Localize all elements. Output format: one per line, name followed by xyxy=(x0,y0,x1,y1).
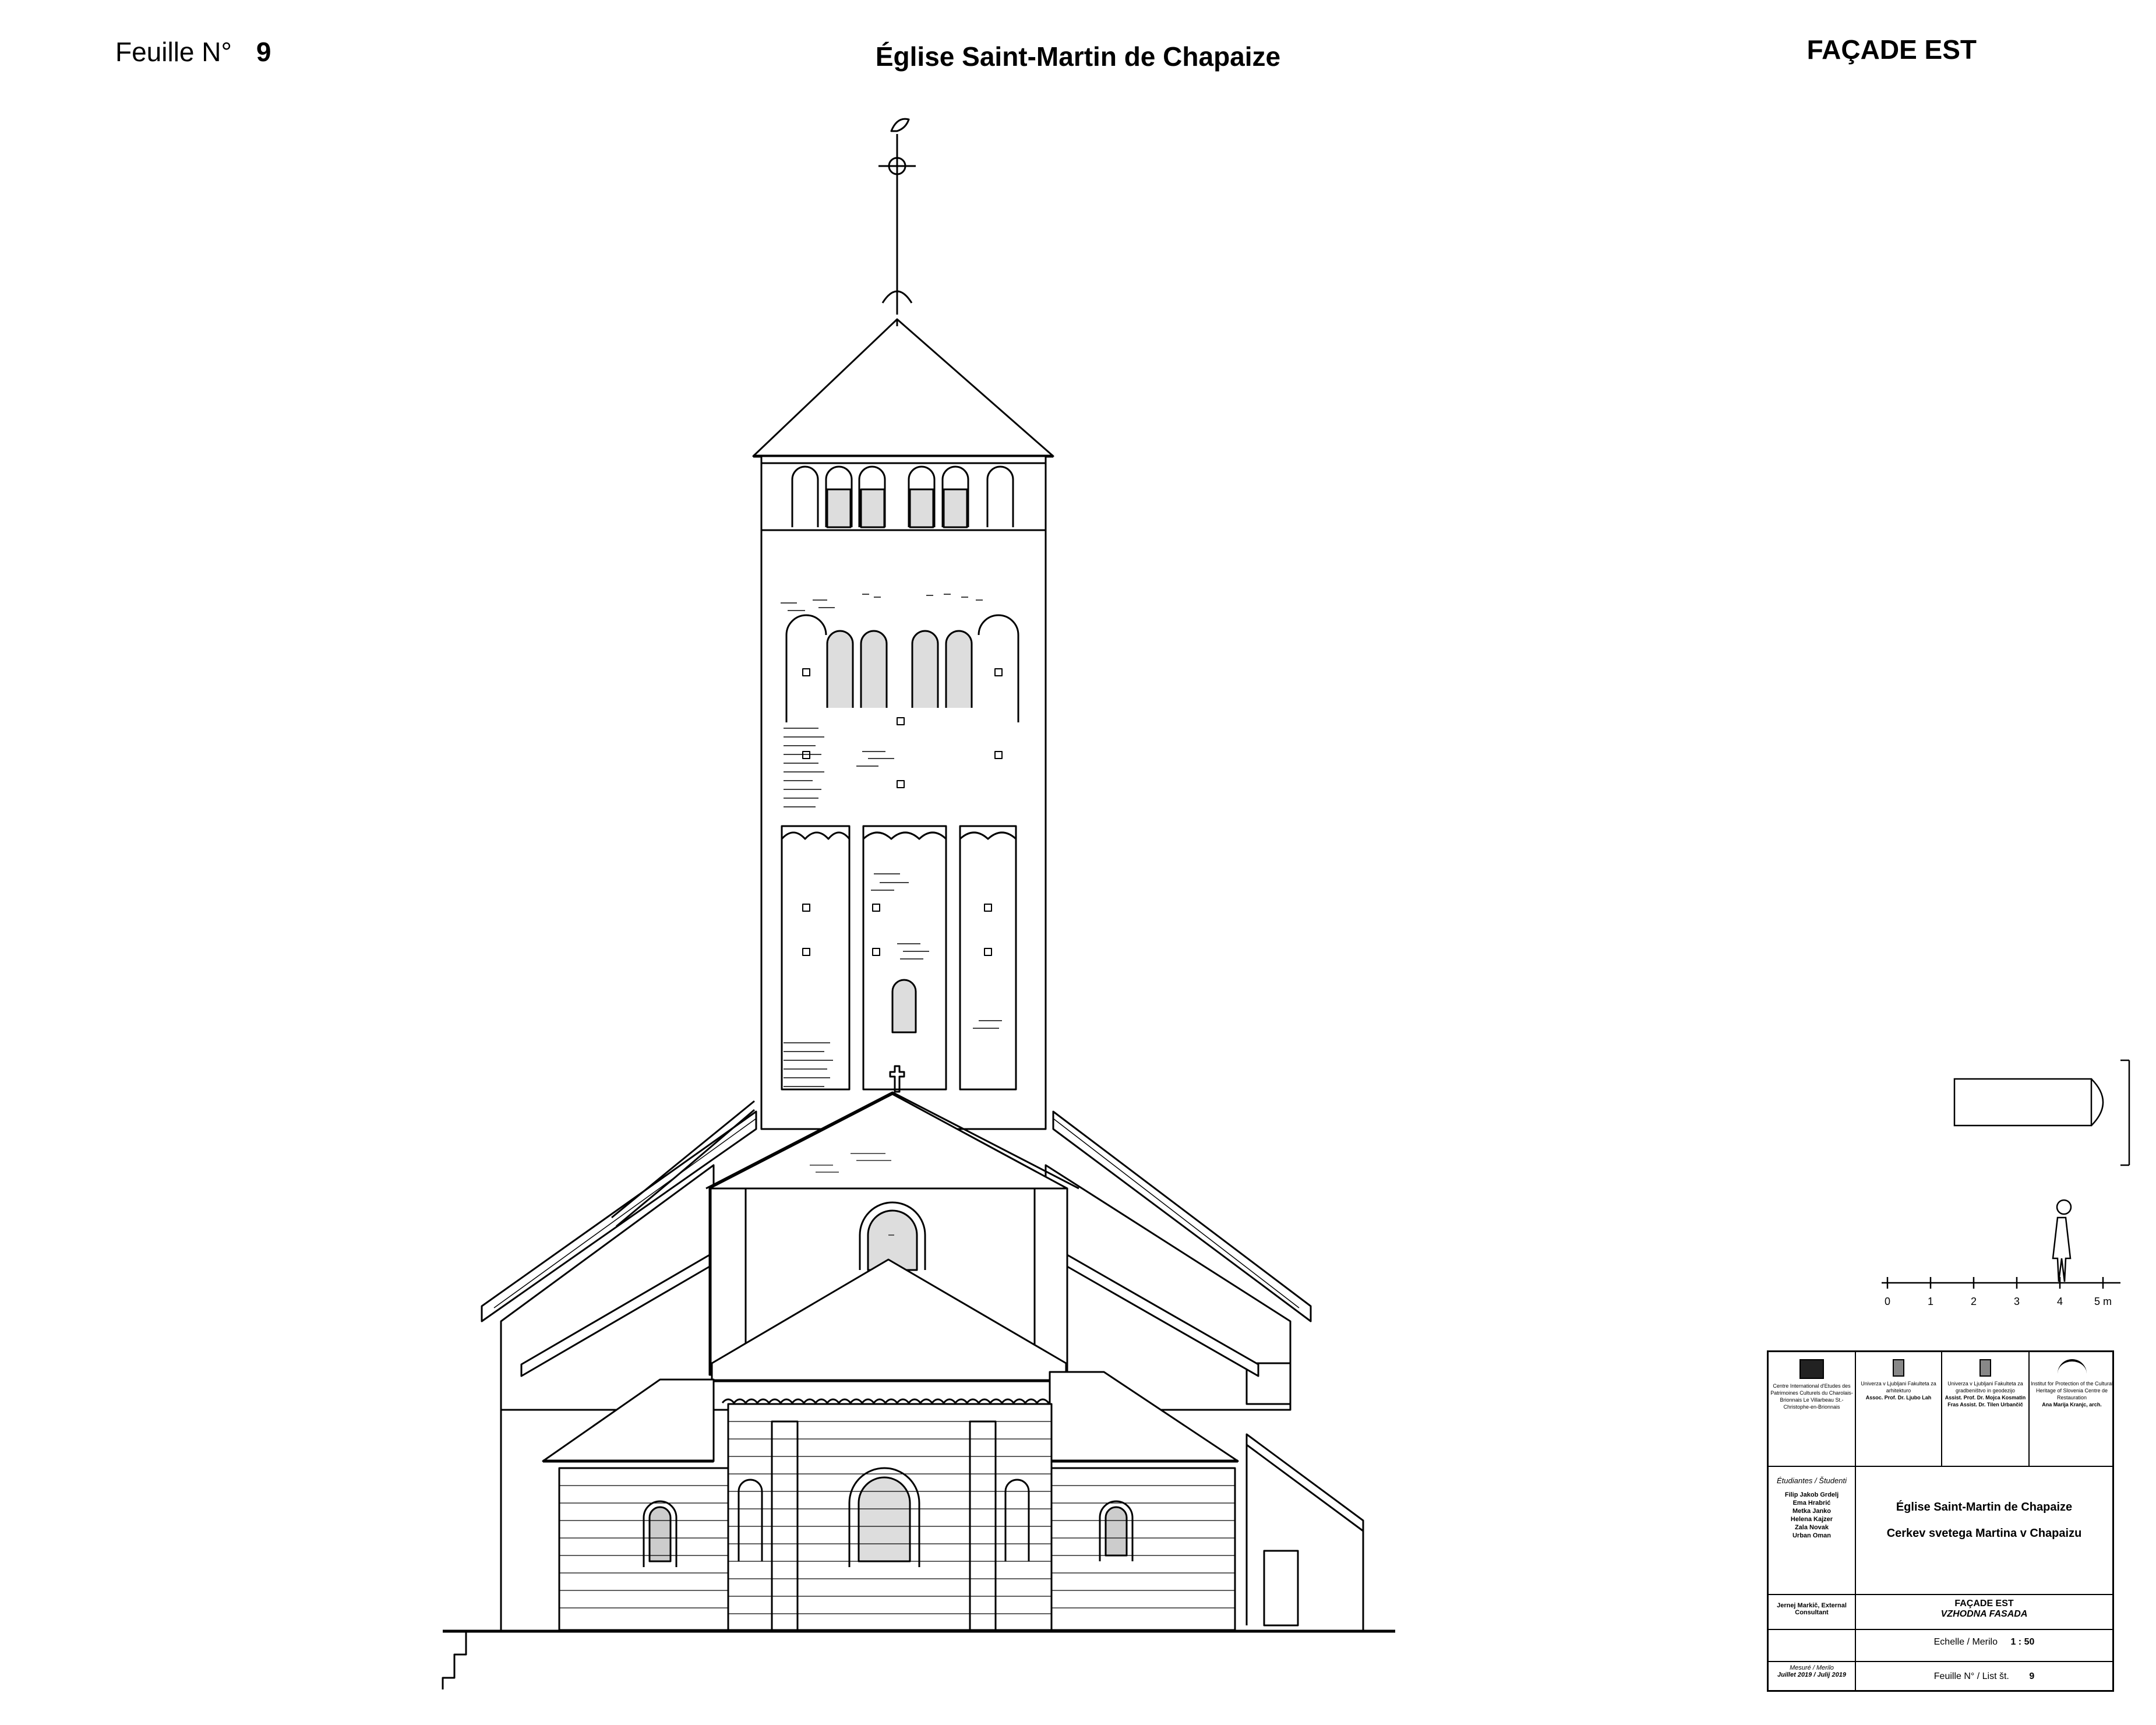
student-name: Zala Novak xyxy=(1794,1524,1829,1531)
scale-tick-label: 4 xyxy=(2056,1296,2063,1307)
institution-person: Assoc. Prof. Dr. Ljubo Lah xyxy=(1865,1395,1932,1401)
institution-cell xyxy=(1942,1352,2030,1466)
empty-cell xyxy=(1769,1629,1856,1661)
project-row xyxy=(1769,1466,2112,1595)
institution-name: Institut for Protection of the Cultural Heritage of Slovenia Centre de Restauration xyxy=(2030,1381,2113,1401)
scale-row xyxy=(1769,1629,2112,1662)
tower-roof xyxy=(753,319,1053,456)
view-row xyxy=(1769,1594,2112,1630)
student-name: Urban Oman xyxy=(1792,1532,1831,1539)
drawing-title: Église Saint-Martin de Chapaize xyxy=(875,41,1281,72)
scale-cell xyxy=(1856,1637,2112,1648)
measured-cell xyxy=(1769,1661,1856,1690)
students-list xyxy=(1769,1491,1855,1540)
measured-date: Juillet 2019 / Julij 2019 xyxy=(1777,1671,1846,1678)
sheet-label-cartouche: Feuille N° / List št. xyxy=(1933,1671,2009,1681)
project-title-cell xyxy=(1856,1466,2112,1594)
institution-name: Univerza v Ljubljani Fakulteta za arhitekturo xyxy=(1861,1381,1936,1394)
scale-tick-label: 0 xyxy=(1884,1296,1891,1307)
sheet-row xyxy=(1769,1661,2112,1690)
spire-cross xyxy=(878,119,916,315)
project-title-fr: Église Saint-Martin de Chapaize xyxy=(1896,1501,2073,1514)
heritage-institute-logo xyxy=(2058,1359,2087,1377)
university-logo xyxy=(1979,1359,1991,1377)
institution-cell xyxy=(2030,1352,2114,1466)
university-logo xyxy=(1893,1359,1904,1377)
institution-cell xyxy=(1856,1352,1942,1466)
ciepc-logo xyxy=(1799,1359,1824,1379)
measured-label: Mesuré / Merilo xyxy=(1790,1664,1834,1671)
view-fr: FAÇADE EST xyxy=(1954,1599,2014,1608)
institution-name: Univerza v Ljubljani Fakulteta za gradbeništvo in geodezijo xyxy=(1947,1381,2023,1394)
project-title-sl: Cerkev svetega Martina v Chapaizu xyxy=(1886,1527,2082,1540)
scale-label: Echelle / Merilo xyxy=(1933,1637,1998,1647)
scale-tick-label: 3 xyxy=(2013,1296,2020,1307)
students-label: Étudiantes / Študenti xyxy=(1777,1476,1847,1485)
institutions-row xyxy=(1769,1352,2112,1467)
view-sl: VZHODNA FASADA xyxy=(1940,1609,2028,1619)
student-name: Helena Kajzer xyxy=(1790,1516,1833,1523)
institution-person: Ana Marija Kranjc, arch. xyxy=(2042,1402,2102,1407)
scale-tick-label: 2 xyxy=(1970,1296,1977,1307)
view-title: FAÇADE EST xyxy=(1806,34,1977,65)
institution-person: Assist. Prof. Dr. Mojca Kosmatin Fras Assist. Dr. Tilen Urbančič xyxy=(1945,1395,2026,1407)
site-plan xyxy=(1954,1060,2129,1165)
scale-tick-label: 1 xyxy=(1927,1296,1934,1307)
institution-name: Centre International d'Etudes des Patrimoines Culturels du Charolais-Brionnais Le Villarbeau St.-Christophe-en-Brionnais xyxy=(1770,1383,1853,1410)
view-cell xyxy=(1856,1599,2112,1620)
student-name: Ema Hrabrić xyxy=(1792,1500,1831,1507)
human-figure xyxy=(2053,1200,2071,1282)
student-name: Filip Jakob Grdelj xyxy=(1784,1491,1839,1498)
scale-bar xyxy=(1882,1277,2120,1307)
consultant: Jernej Markič, External Consultant xyxy=(1769,1594,1856,1629)
title-block xyxy=(1767,1350,2114,1692)
scale-value: 1 : 50 xyxy=(2010,1637,2035,1647)
sheet-cell xyxy=(1856,1671,2112,1682)
sheet-number-cartouche: 9 xyxy=(2029,1671,2035,1681)
scale-tick-label: 5 m xyxy=(2094,1296,2112,1307)
sheet-label: Feuille N° xyxy=(115,37,232,67)
students-cell xyxy=(1769,1466,1856,1594)
sheet-number: 9 xyxy=(256,37,271,67)
institution-cell xyxy=(1769,1352,1856,1466)
bell-tower xyxy=(761,456,1046,1129)
student-name: Metka Janko xyxy=(1792,1508,1832,1515)
